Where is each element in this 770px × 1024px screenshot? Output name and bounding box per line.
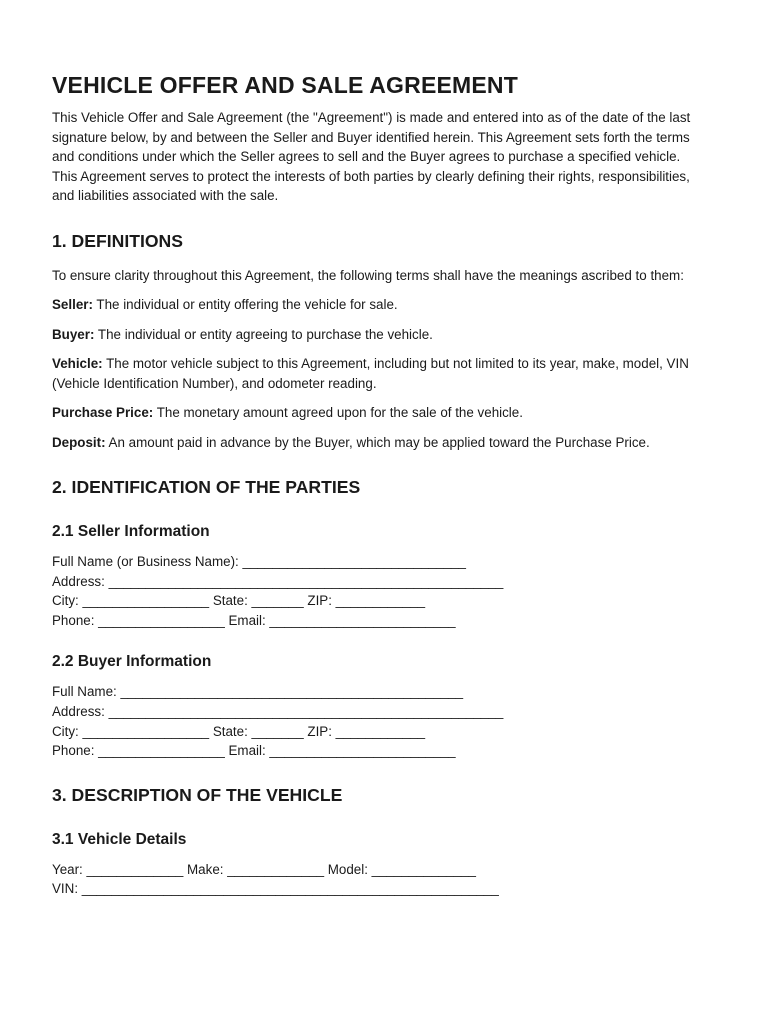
intro-paragraph: This Vehicle Offer and Sale Agreement (the "Agreement") is made and entered into as of the date of the last signature below, by and between the Seller and Buyer identified herein. This Agreement sets forth the terms and conditions under which the Seller agrees to sell and the Buyer agrees to purchase a specified vehicle. This Agreement serves to protect the interests of both parties by clearly defining their rights, responsibilities, and liabilities associated with the sale. (52, 110, 691, 203)
vehicle-details-form (52, 860, 722, 899)
vehicle-details-heading: 3.1 Vehicle Details (52, 830, 187, 848)
seller-city-state-zip-line: City: _________________ State: _______ ZIP: ____________ (52, 593, 426, 609)
definitions-lead: To ensure clarity throughout this Agreement, the following terms shall have the meanings ascribed to them: (52, 267, 684, 283)
section-vehicle-heading: 3. DESCRIPTION OF THE VEHICLE (52, 784, 343, 805)
definition-term: Seller: (52, 297, 93, 312)
buyer-form (52, 682, 722, 760)
definition-term: Deposit: (52, 434, 106, 450)
buyer-information-heading: 2.2 Buyer Information (52, 653, 212, 671)
buyer-address-line: Address: _____________________________________________________ (52, 703, 504, 719)
buyer-phone-email-line: Phone: _________________ Email: _________________________ (52, 743, 456, 759)
definition-text: The individual or entity agreeing to purchase the vehicle. (94, 326, 433, 342)
vehicle-vin-line: VIN: ________________________________________________________ (52, 881, 499, 897)
definition-term: Purchase Price: (52, 405, 154, 420)
document-title: VEHICLE OFFER AND SALE AGREEMENT (52, 72, 518, 98)
definition-vehicle (52, 354, 722, 393)
definition-text: The individual or entity offering the vehicle for sale. (92, 297, 398, 312)
buyer-full-name-line: Full Name: ______________________________________________ (52, 684, 464, 700)
vehicle-year-make-model-line: Year: _____________ Make: _____________ Model: ______________ (52, 861, 476, 877)
definition-text: An amount paid in advance by the Buyer, which may be applied toward the Purchase Price. (105, 434, 650, 450)
definition-purchase-price (52, 403, 722, 423)
definition-term: Buyer: (52, 326, 95, 342)
definition-text: The monetary amount agreed upon for the sale of the vehicle. (153, 405, 523, 420)
seller-phone-email-line: Phone: _________________ Email: _________________________ (52, 612, 456, 628)
definition-seller (52, 295, 722, 315)
definition-deposit (52, 433, 722, 453)
definition-text: The motor vehicle subject to this Agreement, including but not limited to its year, make, model, VIN (Vehicle Identification Number), and odometer reading. (52, 356, 689, 391)
definition-term: Vehicle: (52, 356, 103, 371)
section-definitions-heading: 1. DEFINITIONS (52, 230, 183, 251)
buyer-city-state-zip-line: City: _________________ State: _______ ZIP: ____________ (52, 723, 426, 739)
definition-buyer (52, 325, 722, 345)
seller-information-heading: 2.1 Seller Information (52, 523, 210, 540)
seller-full-name-line: Full Name (or Business Name): ______________________________ (52, 554, 466, 569)
section-parties-heading: 2. IDENTIFICATION OF THE PARTIES (52, 477, 361, 497)
document-content (52, 70, 722, 899)
seller-address-line: Address: _____________________________________________________ (52, 573, 504, 589)
seller-form (52, 552, 722, 630)
